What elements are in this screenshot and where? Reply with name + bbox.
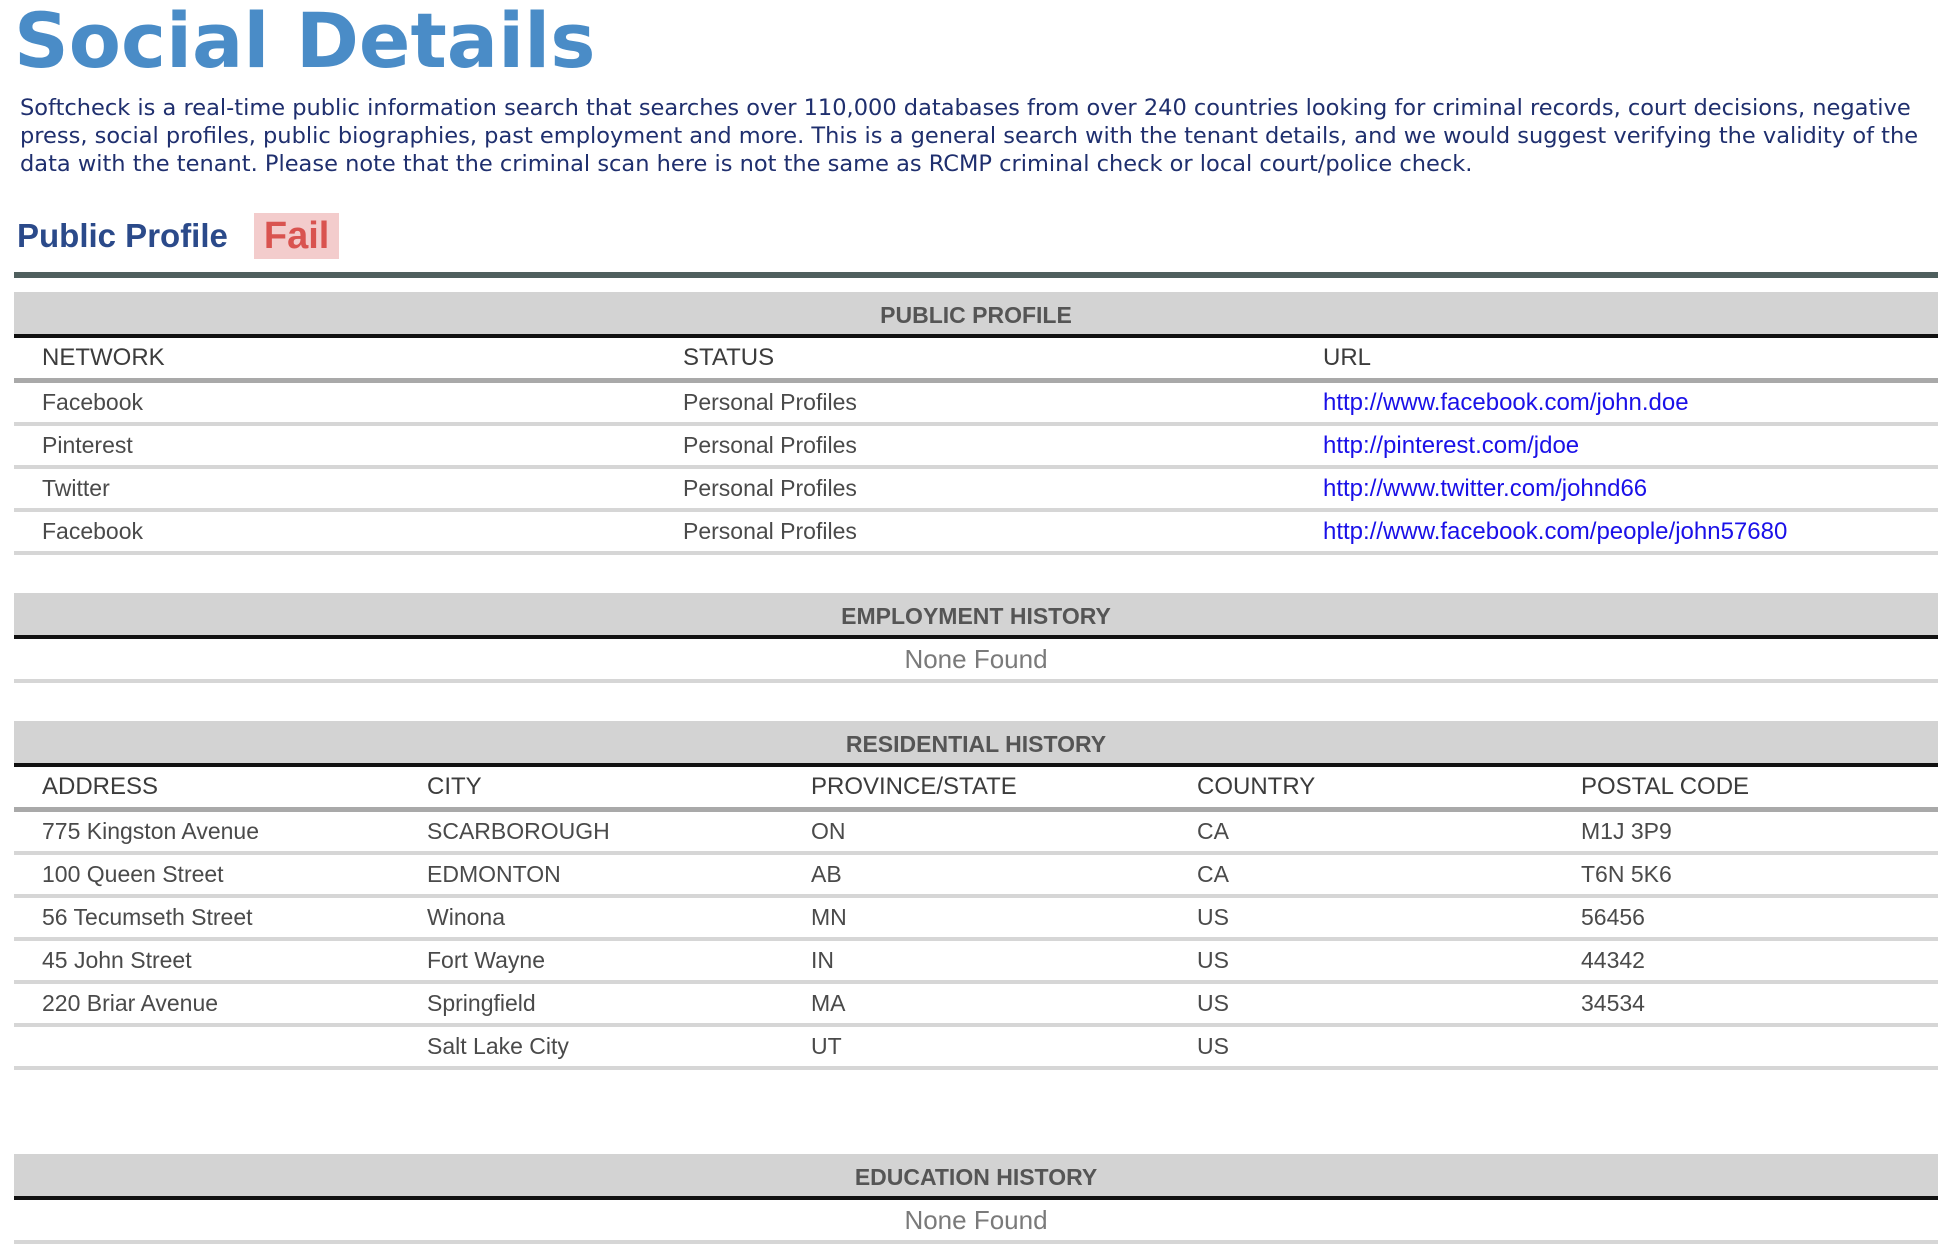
postal-cell: T6N 5K6 xyxy=(1553,853,1938,896)
city-cell: Salt Lake City xyxy=(399,1025,783,1068)
intro-paragraph: Softcheck is a real-time public information search that searches over 110,000 databases from over 240 countries looking for criminal records, court decisions, negative press, social profiles, public biographies, past employment and more. This is a general search with the tenant details, and we would suggest verifying the validity of the data with the tenant. Please note that the criminal scan here is not the same as RCMP criminal check or local court/police check. xyxy=(20,95,1919,177)
province-cell: AB xyxy=(783,853,1169,896)
column-header: URL xyxy=(1295,338,1938,381)
country-cell: US xyxy=(1169,939,1553,982)
divider xyxy=(14,272,1938,278)
section-header: RESIDENTIAL HISTORY xyxy=(14,721,1938,767)
table-row xyxy=(14,1025,1938,1068)
postal-cell: M1J 3P9 xyxy=(1553,810,1938,854)
city-cell: Winona xyxy=(399,896,783,939)
address-cell: 56 Tecumseth Street xyxy=(14,896,399,939)
section-header: PUBLIC PROFILE xyxy=(14,292,1938,338)
country-cell: US xyxy=(1169,1025,1553,1068)
column-header: COUNTRY xyxy=(1169,767,1553,810)
table-header-row xyxy=(14,338,1938,381)
url-cell xyxy=(1295,424,1938,467)
column-header: ADDRESS xyxy=(14,767,399,810)
address-cell: 775 Kingston Avenue xyxy=(14,810,399,854)
url-cell xyxy=(1295,381,1938,425)
public-profile-label: Public Profile xyxy=(17,217,228,254)
table-row xyxy=(14,939,1938,982)
status-cell: Personal Profiles xyxy=(655,467,1295,510)
table-header-row xyxy=(14,767,1938,810)
address-cell: 45 John Street xyxy=(14,939,399,982)
profile-link[interactable]: http://www.twitter.com/johnd66 xyxy=(1323,474,1648,502)
postal-cell: 56456 xyxy=(1553,896,1938,939)
table-row xyxy=(14,896,1938,939)
table-row xyxy=(14,982,1938,1025)
postal-cell xyxy=(1553,1025,1938,1068)
table-row xyxy=(14,424,1938,467)
column-header: CITY xyxy=(399,767,783,810)
column-header: PROVINCE/STATE xyxy=(783,767,1169,810)
empty-state: None Found xyxy=(14,1200,1938,1244)
report-page xyxy=(14,0,1938,1244)
table-row xyxy=(14,810,1938,854)
status-cell: Personal Profiles xyxy=(655,424,1295,467)
city-cell: EDMONTON xyxy=(399,853,783,896)
province-cell: UT xyxy=(783,1025,1169,1068)
empty-state: None Found xyxy=(14,639,1938,683)
province-cell: ON xyxy=(783,810,1169,854)
province-cell: MA xyxy=(783,982,1169,1025)
network-cell: Facebook xyxy=(14,510,655,553)
city-cell: SCARBOROUGH xyxy=(399,810,783,854)
network-cell: Facebook xyxy=(14,381,655,425)
table-row xyxy=(14,853,1938,896)
postal-cell: 34534 xyxy=(1553,982,1938,1025)
residential-history-section xyxy=(14,721,1938,1070)
postal-cell: 44342 xyxy=(1553,939,1938,982)
country-cell: US xyxy=(1169,896,1553,939)
residential-history-table xyxy=(14,767,1938,1070)
address-cell: 100 Queen Street xyxy=(14,853,399,896)
profile-link[interactable]: http://pinterest.com/jdoe xyxy=(1323,431,1580,459)
public-profile-table xyxy=(14,338,1938,555)
profile-link[interactable]: http://www.facebook.com/john.doe xyxy=(1323,388,1689,416)
country-cell: US xyxy=(1169,982,1553,1025)
status-cell: Personal Profiles xyxy=(655,381,1295,425)
country-cell: CA xyxy=(1169,810,1553,854)
table-row xyxy=(14,381,1938,425)
column-header: STATUS xyxy=(655,338,1295,381)
page-title: Social Details xyxy=(14,0,596,85)
address-cell xyxy=(14,1025,399,1068)
section-header: EDUCATION HISTORY xyxy=(14,1154,1938,1200)
city-cell: Fort Wayne xyxy=(399,939,783,982)
employment-history-section xyxy=(14,593,1938,683)
address-cell: 220 Briar Avenue xyxy=(14,982,399,1025)
status-badge: Fail xyxy=(254,213,339,259)
network-cell: Twitter xyxy=(14,467,655,510)
city-cell: Springfield xyxy=(399,982,783,1025)
column-header: NETWORK xyxy=(14,338,655,381)
table-row xyxy=(14,510,1938,553)
url-cell xyxy=(1295,467,1938,510)
province-cell: IN xyxy=(783,939,1169,982)
table-row xyxy=(14,467,1938,510)
education-history-section xyxy=(14,1154,1938,1244)
network-cell: Pinterest xyxy=(14,424,655,467)
public-profile-section xyxy=(14,292,1938,555)
province-cell: MN xyxy=(783,896,1169,939)
status-cell: Personal Profiles xyxy=(655,510,1295,553)
profile-link[interactable]: http://www.facebook.com/people/john57680 xyxy=(1323,517,1788,545)
column-header: POSTAL CODE xyxy=(1553,767,1938,810)
section-header: EMPLOYMENT HISTORY xyxy=(14,593,1938,639)
url-cell xyxy=(1295,510,1938,553)
country-cell: CA xyxy=(1169,853,1553,896)
public-profile-heading xyxy=(17,212,1938,260)
